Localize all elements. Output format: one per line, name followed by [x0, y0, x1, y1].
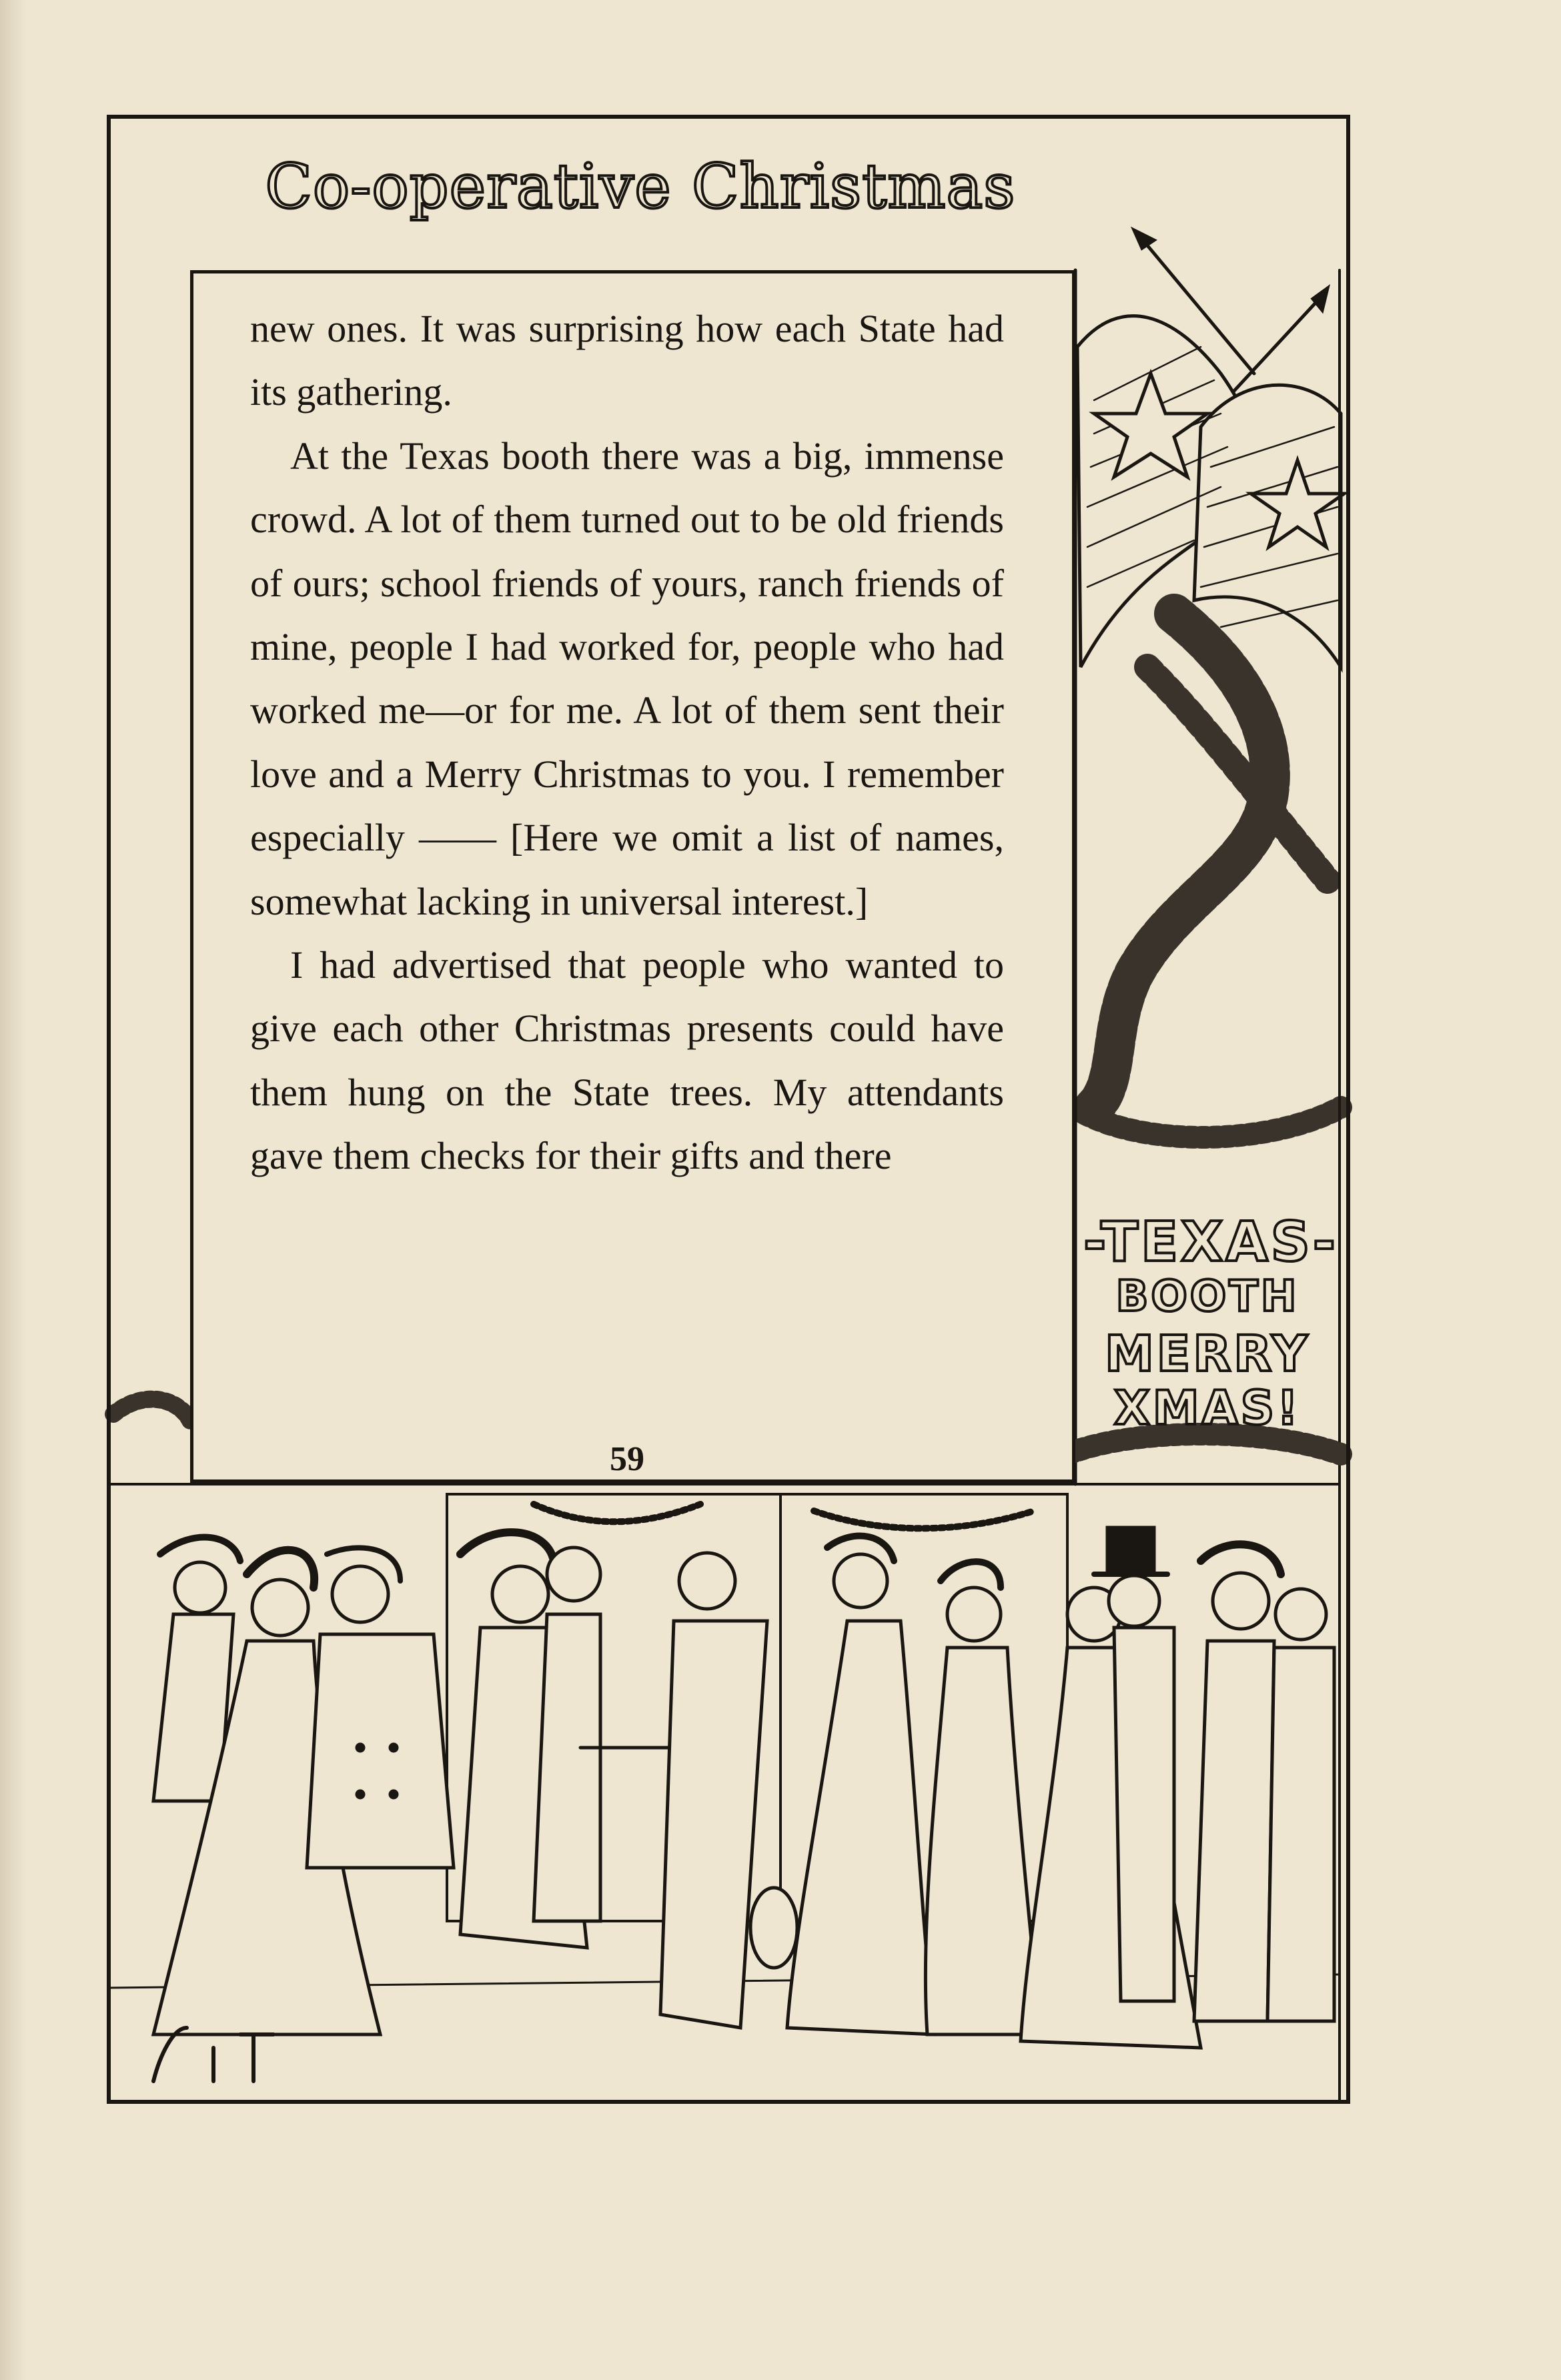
sign-line-3: MERRY — [1105, 1325, 1310, 1383]
paragraph: new ones. It was surprising how each State had its gathering. — [250, 307, 1004, 414]
running-title: Co-operative Christmas — [265, 151, 1016, 222]
page-number: 59 — [610, 1440, 644, 1478]
sign-line-1: -TEXAS- — [1083, 1211, 1338, 1274]
paragraph: At the Texas booth there was a big, immense crowd. A lot of them turned out to be old friends of ours; school friends of yours, ranch friends of mine, people I had worked for, people who had worked me—or for me. A lot of them sent their love and a Merry Christmas to you. I remember especially —— [Here we omit a list of names, somewhat lacking in universal interest.] — [250, 434, 1004, 923]
body-text — [250, 297, 1004, 1188]
paragraph: I had advertised that people who wanted to give each other Christmas presents could have them hung on the State trees. My attendants gave them checks for their gifts and there — [250, 943, 1004, 1178]
sign-line-2: BOOTH — [1115, 1272, 1299, 1321]
sign-line-4: XMAS! — [1113, 1381, 1302, 1435]
